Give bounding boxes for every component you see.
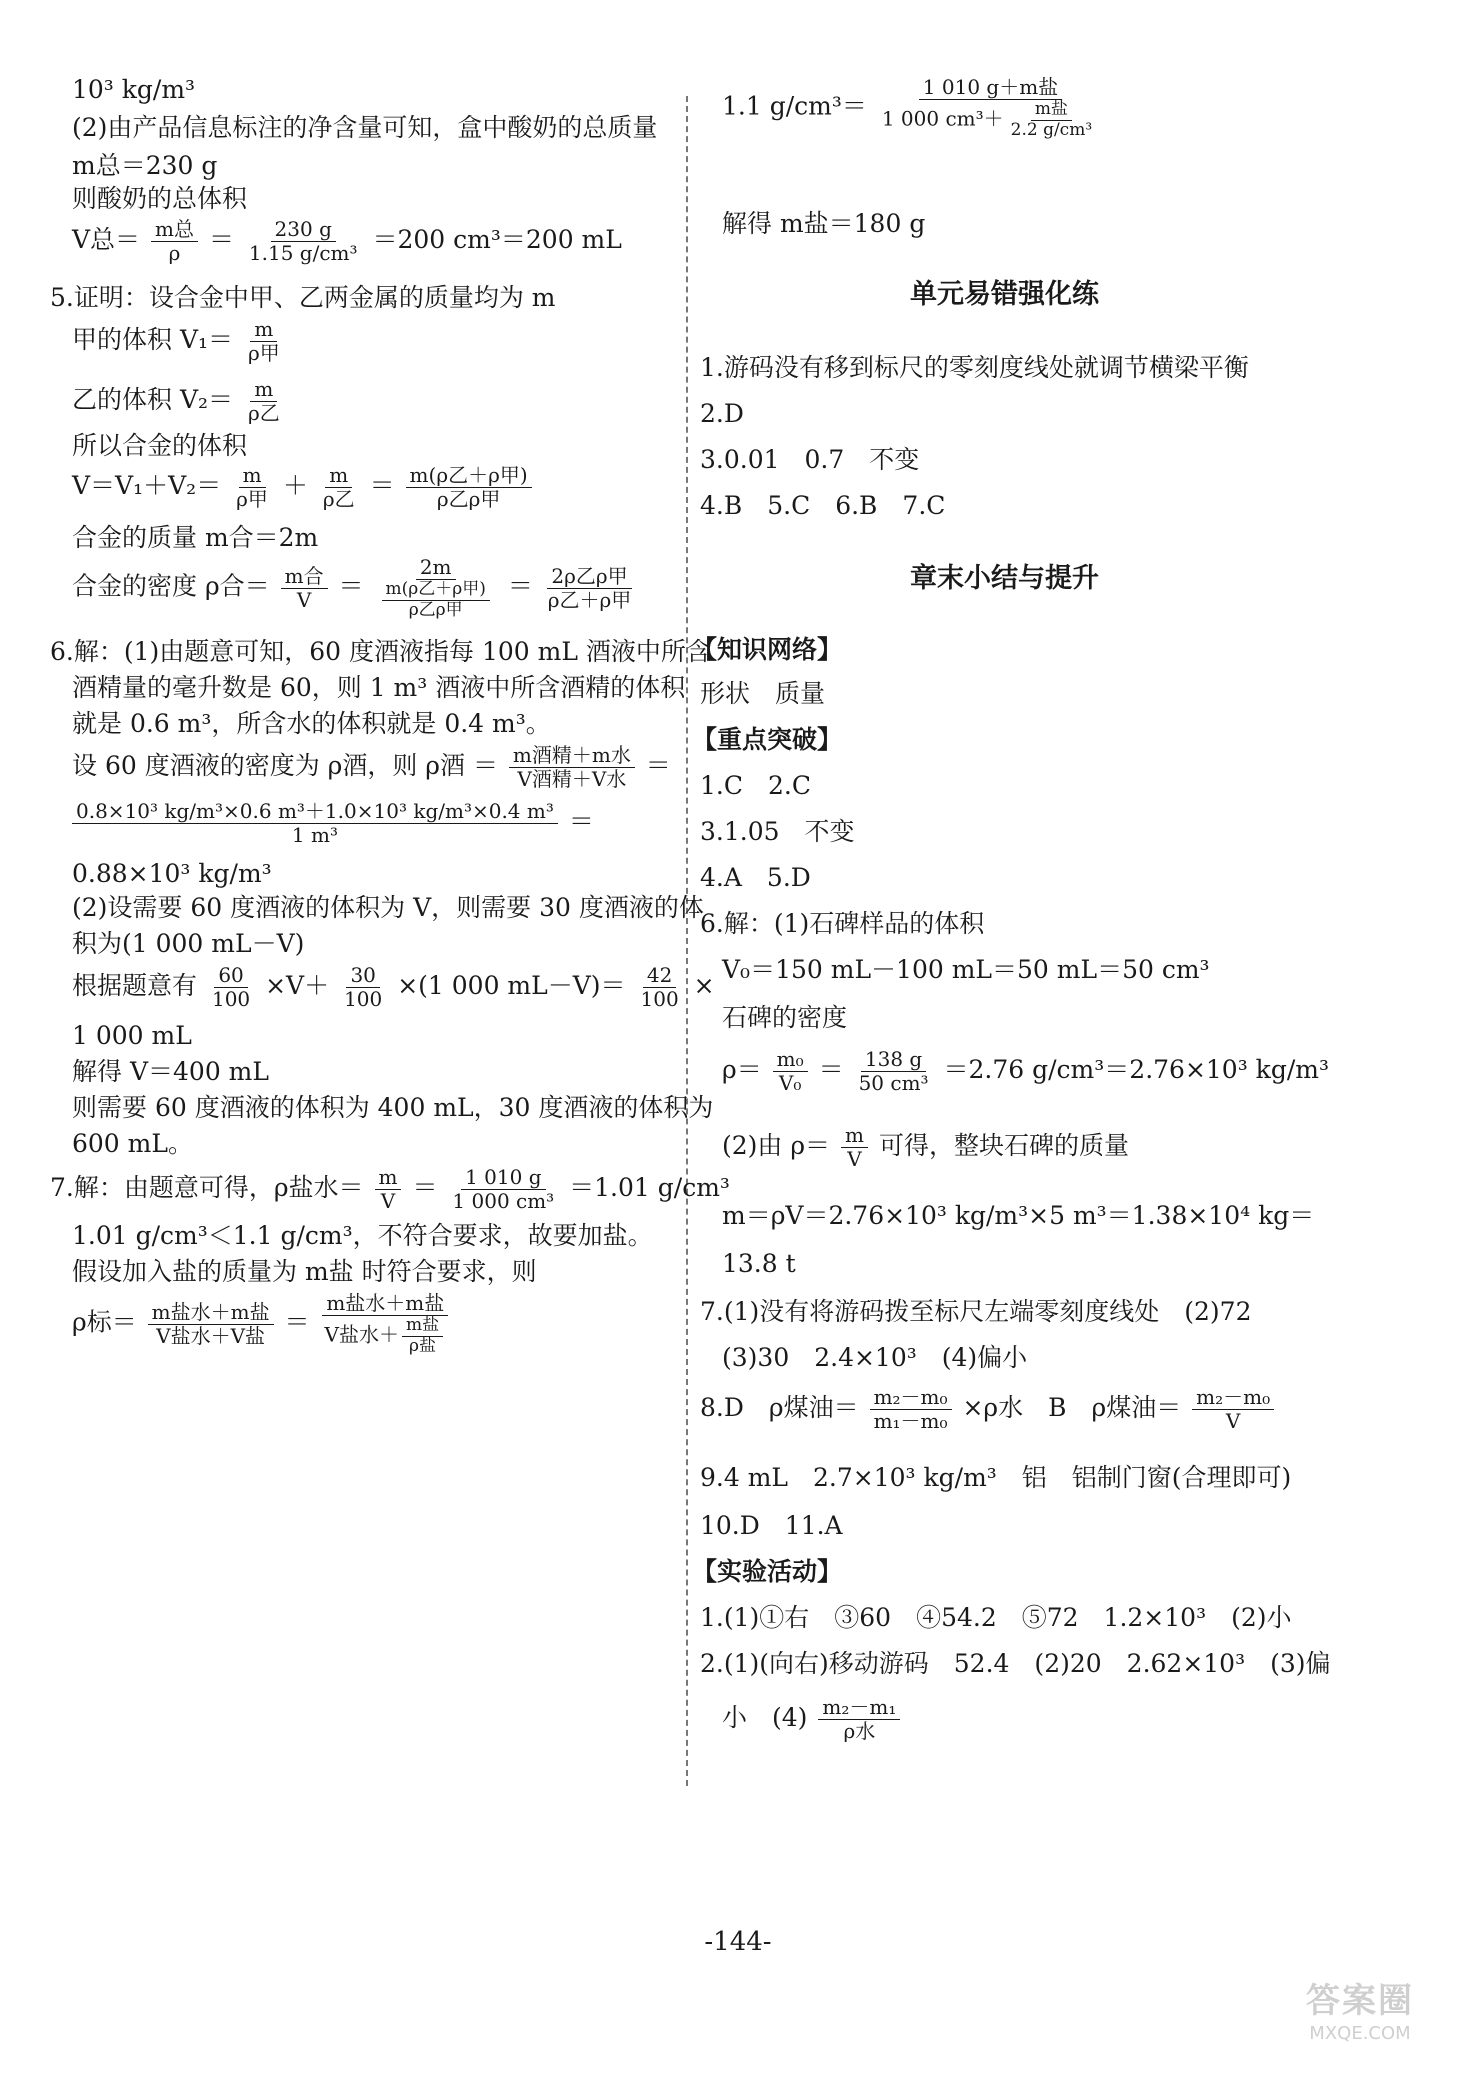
denominator: ρ甲 (247, 341, 280, 365)
fraction (245, 218, 362, 265)
subsection-tag: 【知识网络】 (692, 635, 843, 664)
fraction (406, 464, 532, 511)
formula-line: V₀＝150 mL－100 mL＝50 mL＝50 cm³ (722, 955, 1210, 984)
denominator: V (380, 1189, 396, 1213)
text-line: 所以合金的体积 (72, 431, 248, 460)
denominator: ρ (168, 241, 181, 265)
formula-line (72, 744, 671, 791)
formula-text: 8.D ρ煤油＝ (700, 1393, 859, 1422)
fraction (544, 565, 636, 612)
numerator: 1 010 g (461, 1166, 545, 1190)
numerator: m盐 (402, 1316, 443, 1337)
denominator: 1 000 cm³ (452, 1189, 555, 1213)
answer-line: 3.0.01 0.7 不变 (700, 445, 920, 474)
fraction (1007, 100, 1097, 140)
denominator: ρ盐 (409, 1335, 437, 1356)
fraction (637, 964, 683, 1011)
answer-line: 6.解：(1)石碑样品的体积 (700, 909, 985, 938)
formula-line (72, 800, 594, 847)
denominator: ρ乙ρ甲 (408, 599, 463, 620)
denominator: 2.2 g/cm³ (1010, 119, 1093, 140)
complex-fraction (321, 1292, 451, 1356)
text-line: 13.8 t (722, 1249, 796, 1278)
fraction (375, 1166, 402, 1213)
denominator: ρ乙 (247, 401, 280, 425)
text-line: (2)由产品信息标注的净含量可知，盒中酸奶的总质量 (72, 113, 658, 142)
formula-text: ＝ (284, 1307, 310, 1337)
numerator: m₂－m₀ (1192, 1386, 1274, 1410)
formula-text: 合金的密度 ρ合＝ (72, 571, 270, 601)
denominator (878, 100, 1103, 140)
text-line: 解得 V＝400 mL (72, 1057, 269, 1086)
fraction (773, 1048, 808, 1095)
question-7 (50, 1166, 730, 1213)
denominator: 100 (640, 987, 679, 1011)
fraction (319, 464, 359, 511)
formula-text: ＋ (282, 471, 308, 500)
denominator: V盐水＋V盐 (156, 1323, 266, 1348)
watermark-logo (1260, 1980, 1460, 2060)
formula-text: ＝ (208, 225, 234, 254)
numerator: m盐水＋m盐 (148, 1301, 274, 1325)
numerator: m盐 (1031, 100, 1072, 121)
formula-text: 1.1 g/cm³＝ (722, 91, 867, 121)
answer-line (722, 1696, 903, 1743)
formula-text: 7.解：由题意可得，ρ盐水＝ (50, 1173, 364, 1202)
text-line: 就是 0.6 m³，所含水的体积就是 0.4 m³。 (72, 709, 551, 738)
answer-line: 2.D (700, 399, 744, 428)
text-line: m总＝230 g (72, 151, 218, 180)
numerator: m盐水＋m盐 (322, 1292, 448, 1316)
text-line: 1.01 g/cm³＜1.1 g/cm³，不符合要求，故要加盐。 (72, 1221, 653, 1250)
fraction (1192, 1386, 1274, 1433)
denominator (375, 580, 497, 620)
watermark-url: MXQE.COM (1309, 2022, 1411, 2044)
formula-text: 1 000 cm³＋ (881, 106, 1004, 131)
formula-text: ×(1 000 mL－V)＝ (397, 971, 626, 1000)
denominator: 100 (344, 987, 383, 1011)
formula-line (72, 218, 622, 265)
text-line: 10³ kg/m³ (72, 75, 196, 104)
text-line: 1 000 mL (72, 1021, 192, 1050)
numerator: m₀ (773, 1048, 808, 1072)
numerator: 60 (214, 964, 247, 988)
fraction (402, 1316, 443, 1356)
text-line: 0.88×10³ kg/m³ (72, 859, 272, 888)
subsection-tag: 【重点突破】 (692, 725, 843, 754)
formula-line (72, 378, 287, 425)
answer-line: 4.A 5.D (700, 863, 811, 892)
text-line: 石碑的密度 (722, 1003, 848, 1032)
numerator: m₂－m₀ (870, 1386, 952, 1410)
numerator: m(ρ乙＋ρ甲) (382, 580, 490, 601)
fraction (841, 1124, 868, 1171)
formula-text: ＝ (369, 471, 395, 500)
denominator: 1 m³ (291, 823, 338, 847)
fraction (855, 1048, 933, 1095)
answer-line: 形状 质量 (700, 679, 826, 708)
denominator: ρ乙 (322, 487, 355, 511)
fraction (148, 1301, 274, 1348)
text-line: 则需要 60 度酒液的体积为 400 mL，30 度酒液的体积为 (72, 1093, 714, 1122)
formula-text: ＝ (338, 571, 364, 601)
fraction (870, 1386, 952, 1433)
denominator (321, 1316, 451, 1356)
formula-text: V盐水＋ (324, 1322, 399, 1347)
formula-text: 可得，整块石碑的质量 (878, 1131, 1129, 1160)
denominator: ρ水 (843, 1719, 876, 1743)
fraction (509, 744, 635, 791)
numerator: 1 010 g＋m盐 (919, 76, 1062, 100)
text-line: 解得 m盐＝180 g (722, 209, 926, 238)
formula-text: ＝ (645, 751, 671, 780)
answer-line: 4.B 5.C 6.B 7.C (700, 491, 946, 520)
numerator: 230 g (271, 218, 336, 242)
fraction (244, 378, 284, 425)
numerator: 2m (416, 556, 456, 580)
formula-text: V总＝ (72, 225, 141, 254)
text-line: 假设加入盐的质量为 m盐 时符合要求，则 (72, 1257, 537, 1286)
fraction (448, 1166, 558, 1213)
numerator: m(ρ乙＋ρ甲) (406, 464, 532, 488)
answer-line: 1.(1)①右 ③60 ④54.2 ⑤72 1.2×10³ (2)小 (700, 1603, 1292, 1632)
denominator: V₀ (778, 1071, 802, 1095)
numerator: m (375, 1166, 402, 1190)
formula-text: (2)由 ρ＝ (722, 1131, 831, 1160)
complex-fraction (878, 76, 1103, 140)
formula-line (72, 1292, 453, 1356)
fraction (382, 580, 490, 620)
formula-line (72, 556, 638, 620)
denominator: 50 cm³ (858, 1071, 929, 1095)
numerator: 42 (643, 964, 676, 988)
formula-text: ＝ (507, 571, 533, 601)
formula-line (72, 318, 287, 365)
column-divider (686, 96, 688, 1786)
formula-text: ＝ (412, 1173, 438, 1202)
answer-line: 7.(1)没有将游码拨至标尺左端零刻度线处 (2)72 (700, 1297, 1252, 1326)
formula-text: ＝1.01 g/cm³ (569, 1173, 730, 1202)
numerator: 2ρ乙ρ甲 (547, 565, 631, 589)
numerator: m (239, 464, 266, 488)
answer-line: 9.4 mL 2.7×10³ kg/m³ 铝 铝制门窗(合理即可) (700, 1463, 1292, 1492)
formula-text: ＝2.76 g/cm³＝2.76×10³ kg/m³ (943, 1055, 1329, 1084)
answer-line: 1.C 2.C (700, 771, 811, 800)
formula-text: ×ρ水 B ρ煤油＝ (962, 1393, 1182, 1422)
fraction (232, 464, 272, 511)
answer-line: 1.游码没有移到标尺的零刻度线处就调节横梁平衡 (700, 353, 1249, 382)
formula-text: ρ＝ (722, 1055, 762, 1084)
denominator: ρ甲 (236, 487, 268, 511)
formula-text: ＝200 cm³＝200 mL (372, 225, 622, 254)
fraction (151, 218, 198, 265)
formula-text: 根据题意有 (72, 971, 198, 1000)
formula-line (72, 464, 535, 511)
section-heading: 章末小结与提升 (910, 563, 1099, 594)
text-line: (2)设需要 60 度酒液的体积为 V，则需要 30 度酒液的体 (72, 893, 704, 922)
fraction (208, 964, 254, 1011)
text-line: 酒精量的毫升数是 60，则 1 m³ 酒液中所含酒精的体积 (72, 673, 686, 702)
formula-line (72, 964, 715, 1011)
numerator: m合 (281, 565, 328, 589)
fraction (818, 1696, 900, 1743)
formula-line (722, 1048, 1329, 1095)
text-line: 600 mL。 (72, 1129, 193, 1158)
numerator: 138 g (861, 1048, 926, 1072)
numerator: m (325, 464, 352, 488)
denominator: V (296, 587, 312, 612)
formula-line (722, 76, 1106, 140)
answer-line: 3.1.05 不变 (700, 817, 855, 846)
numerator: m (250, 318, 277, 342)
formula-text: × (693, 971, 715, 1000)
denominator: 100 (211, 987, 251, 1011)
numerator: m总 (151, 218, 198, 242)
fraction (72, 800, 558, 847)
formula-text: 乙的体积 V₂＝ (72, 385, 234, 414)
denominator: V酒精＋V水 (517, 767, 627, 791)
watermark-text: 答案圈 (1306, 1981, 1414, 2021)
text-line: 合金的质量 m合＝2m (72, 523, 319, 552)
fraction (340, 964, 386, 1011)
formula-text: ρ标＝ (72, 1307, 137, 1337)
denominator: V (1225, 1409, 1241, 1433)
fraction (244, 318, 284, 365)
formula-text: ＝ (568, 807, 594, 836)
formula-text: V＝V₁＋V₂＝ (72, 471, 222, 500)
formula-text: ×V＋ (265, 971, 330, 1000)
fraction (281, 565, 328, 612)
formula-line: m＝ρV＝2.76×10³ kg/m³×5 m³＝1.38×10⁴ kg＝ (722, 1201, 1315, 1230)
formula-text: 设 60 度酒液的密度为 ρ酒，则 ρ酒 ＝ (72, 751, 498, 780)
denominator: 1.15 g/cm³ (248, 241, 358, 265)
formula-text: 小 (4) (722, 1703, 808, 1732)
numerator: m (841, 1124, 868, 1148)
denominator: m₁－m₀ (873, 1409, 948, 1433)
denominator: ρ乙ρ甲 (436, 487, 501, 511)
question-5: 5.证明：设合金中甲、乙两金属的质量均为 m (50, 283, 556, 312)
question-6: 6.解：(1)由题意可知，60 度酒液指每 100 mL 酒液中所含 (50, 637, 711, 666)
numerator: 0.8×10³ kg/m³×0.6 m³＋1.0×10³ kg/m³×0.4 m³ (72, 800, 558, 824)
numerator: m酒精＋m水 (509, 744, 635, 768)
answer-line: 10.D 11.A (700, 1511, 843, 1540)
page-number: -144- (704, 1927, 772, 1957)
section-heading: 单元易错强化练 (910, 279, 1099, 310)
numerator: m (250, 378, 277, 402)
numerator: 30 (346, 964, 379, 988)
subsection-tag: 【实验活动】 (692, 1557, 843, 1586)
denominator: ρ乙＋ρ甲 (547, 587, 632, 612)
formula-line (722, 1124, 1129, 1171)
answer-line: 2.(1)(向右)移动游码 52.4 (2)20 2.62×10³ (3)偏 (700, 1649, 1331, 1678)
text-line: 积为(1 000 mL－V) (72, 929, 305, 958)
denominator: V (847, 1147, 862, 1171)
complex-fraction (375, 556, 497, 620)
numerator: m₂－m₁ (818, 1696, 900, 1720)
formula-text: 甲的体积 V₁＝ (72, 325, 234, 354)
text-line: 则酸奶的总体积 (72, 184, 248, 213)
answer-line: (3)30 2.4×10³ (4)偏小 (722, 1343, 1028, 1372)
formula-text: ＝ (818, 1055, 844, 1084)
answer-line (700, 1386, 1277, 1433)
